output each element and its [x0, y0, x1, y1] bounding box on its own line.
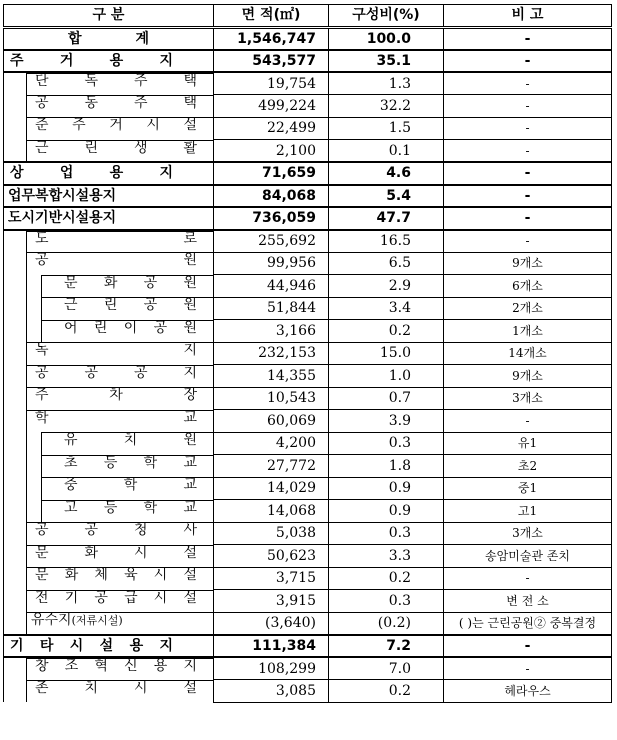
- label-char: 택: [183, 94, 197, 111]
- ratio-value: 16.5: [329, 230, 444, 253]
- note-value: 고1: [444, 500, 612, 523]
- note-value: 6개소: [444, 275, 612, 298]
- label-char: 교: [183, 477, 197, 493]
- row-label: [4, 50, 214, 73]
- label-char: 학: [123, 477, 138, 493]
- label-char: 용: [129, 637, 144, 654]
- row-label: [4, 207, 214, 230]
- ratio-value: 7.0: [329, 657, 444, 680]
- table-row: [4, 590, 612, 613]
- table-row: [4, 635, 612, 658]
- area-value: 19,754: [214, 72, 329, 95]
- label-char: 주: [10, 52, 24, 69]
- note-value: -: [444, 230, 612, 253]
- area-value: 14,355: [214, 365, 329, 388]
- label-char: 공: [153, 319, 168, 336]
- label-char: 원: [183, 252, 197, 268]
- row-label: [4, 72, 214, 95]
- area-value: 14,068: [214, 500, 329, 523]
- label-char: 조: [64, 658, 79, 674]
- note-value: -: [444, 50, 612, 73]
- note-value: -: [444, 635, 612, 658]
- row-label: [4, 95, 214, 118]
- note-value: 9개소: [444, 365, 612, 388]
- label-char: 준: [35, 117, 49, 133]
- label-char: 급: [124, 589, 138, 606]
- ratio-value: 6.5: [329, 252, 444, 275]
- label-char: 시: [133, 679, 148, 696]
- label-char: 공: [35, 252, 49, 268]
- row-label: [4, 500, 214, 523]
- row-label: [4, 297, 214, 320]
- area-value: (3,640): [214, 612, 329, 635]
- label-char: 린: [103, 297, 118, 313]
- row-label: [4, 545, 214, 568]
- note-value: 송암미술관 존치: [444, 545, 612, 568]
- label-char: 교: [183, 454, 197, 471]
- note-value: 변 전 소: [444, 590, 612, 613]
- label-text: 업무복합시설용지: [8, 187, 117, 204]
- label-char: 설: [183, 544, 197, 561]
- label-char: 주: [133, 94, 148, 111]
- ratio-value: 35.1: [329, 50, 444, 73]
- table-row: [4, 500, 612, 523]
- label-char: 고: [64, 499, 78, 516]
- area-value: 2,100: [214, 140, 329, 163]
- label-char: 용: [109, 52, 124, 69]
- area-value: 99,956: [214, 252, 329, 275]
- ratio-value: 7.2: [329, 635, 444, 658]
- label-char: 근: [35, 139, 49, 156]
- note-value: 유1: [444, 432, 612, 455]
- area-value: 84,068: [214, 185, 329, 208]
- label-char: 합: [68, 30, 82, 47]
- label-char: 거: [59, 52, 74, 69]
- label-char: 이: [123, 319, 138, 336]
- label-char: 사: [183, 522, 197, 538]
- table-row: [4, 432, 612, 455]
- table-row: [4, 477, 612, 500]
- row-label: [4, 252, 214, 275]
- row-label: [4, 275, 214, 298]
- ratio-value: 100.0: [329, 27, 444, 50]
- label-char: 원: [183, 432, 197, 448]
- header-row: [4, 5, 612, 28]
- label-char: 문: [35, 567, 49, 583]
- ratio-value: 0.2: [329, 680, 444, 703]
- table-row: [4, 50, 612, 73]
- label-char: 주: [35, 387, 49, 403]
- area-value: 232,153: [214, 342, 329, 365]
- label-char: 지: [183, 658, 197, 674]
- note-value: 9개소: [444, 252, 612, 275]
- label-char: 차: [109, 387, 123, 403]
- label-char: 지: [183, 342, 197, 358]
- ratio-value: 1.5: [329, 117, 444, 140]
- label-char: 녹: [35, 342, 49, 358]
- label-char: 공: [143, 274, 158, 291]
- note-value: -: [444, 140, 612, 163]
- label-char: 시: [153, 567, 168, 583]
- area-value: 3,915: [214, 590, 329, 613]
- note-value: -: [444, 27, 612, 50]
- label-char: 화: [84, 544, 99, 561]
- label-char: 육: [124, 567, 138, 583]
- table-row: [4, 207, 612, 230]
- ratio-value: 0.2: [329, 567, 444, 590]
- row-label: [4, 117, 214, 140]
- table-row: [4, 297, 612, 320]
- label-char: 원: [183, 297, 197, 313]
- label-char: 공: [84, 364, 99, 381]
- label-char: 학: [35, 409, 49, 426]
- header-note: 비 고: [444, 5, 612, 28]
- ratio-value: 0.3: [329, 522, 444, 545]
- note-value: 2개소: [444, 297, 612, 320]
- area-value: 4,200: [214, 432, 329, 455]
- label-char: 기: [64, 589, 79, 606]
- label-text: 도시기반시설용지: [8, 210, 117, 227]
- note-value: -: [444, 410, 612, 433]
- table-row: [4, 567, 612, 590]
- label-char: 공: [35, 364, 49, 381]
- note-value: 1개소: [444, 320, 612, 343]
- row-label: [4, 567, 214, 590]
- label-char: 지: [159, 52, 173, 69]
- label-char: 용: [153, 658, 168, 674]
- ratio-value: 3.4: [329, 297, 444, 320]
- area-value: 50,623: [214, 545, 329, 568]
- table-row: [4, 162, 612, 185]
- ratio-value: 4.6: [329, 162, 444, 185]
- row-label: [4, 140, 214, 163]
- area-value: 111,384: [214, 635, 329, 658]
- area-value: 108,299: [214, 657, 329, 680]
- label-char: 계: [135, 30, 149, 47]
- label-char: 존: [35, 679, 49, 696]
- label-char: 린: [93, 319, 108, 336]
- table-row: [4, 275, 612, 298]
- note-value: -: [444, 72, 612, 95]
- label-char: 독: [84, 73, 99, 89]
- label-char: 지: [183, 364, 197, 381]
- row-label: [4, 680, 214, 703]
- note-value: ( )는 근린공원② 중복결정: [444, 612, 612, 635]
- table-row: [4, 387, 612, 410]
- table-row: [4, 117, 612, 140]
- area-value: 10,543: [214, 387, 329, 410]
- label-char: 시: [133, 544, 148, 561]
- ratio-value: 0.1: [329, 140, 444, 163]
- area-value: 44,946: [214, 275, 329, 298]
- label-char: 교: [183, 499, 197, 516]
- area-value: 3,166: [214, 320, 329, 343]
- ratio-value: 0.9: [329, 500, 444, 523]
- label-char: 공: [94, 589, 108, 606]
- ratio-value: 1.0: [329, 365, 444, 388]
- ratio-value: 3.3: [329, 545, 444, 568]
- row-label: [4, 387, 214, 410]
- label-char: 혁: [94, 658, 108, 674]
- land-use-table: [3, 4, 612, 703]
- table-row: [4, 680, 612, 703]
- area-value: 543,577: [214, 50, 329, 73]
- label-char: 공: [133, 364, 148, 381]
- label-char: 유: [64, 432, 78, 448]
- note-value: -: [444, 657, 612, 680]
- label-char: 화: [103, 274, 118, 291]
- label-char: 공: [84, 522, 99, 538]
- label-char: 공: [35, 94, 49, 111]
- row-label: [4, 342, 214, 365]
- label-char: 청: [133, 522, 148, 538]
- label-subtext: (저류시설): [71, 614, 123, 627]
- area-value: 51,844: [214, 297, 329, 320]
- label-char: 거: [109, 117, 123, 133]
- label-char: 활: [183, 139, 197, 156]
- ratio-value: 0.3: [329, 590, 444, 613]
- label-char: 상: [10, 165, 24, 182]
- label-char: 택: [183, 73, 197, 89]
- label-char: 원: [183, 274, 197, 291]
- note-value: 초2: [444, 455, 612, 478]
- note-value: -: [444, 117, 612, 140]
- table-row: [4, 455, 612, 478]
- label-char: 도: [35, 230, 49, 247]
- note-value: 헤라우스: [444, 680, 612, 703]
- label-char: 로: [183, 230, 197, 247]
- label-char: 지: [159, 637, 173, 654]
- ratio-value: 0.2: [329, 320, 444, 343]
- ratio-value: 32.2: [329, 95, 444, 118]
- note-value: -: [444, 95, 612, 118]
- label-char: 린: [84, 139, 99, 156]
- ratio-value: 15.0: [329, 342, 444, 365]
- label-char: 시: [153, 589, 168, 606]
- ratio-value: 5.4: [329, 185, 444, 208]
- note-value: -: [444, 185, 612, 208]
- ratio-value: (0.2): [329, 612, 444, 635]
- label-char: 학: [143, 499, 158, 516]
- label-char: 치: [123, 432, 138, 448]
- table-row: [4, 252, 612, 275]
- label-char: 주: [72, 117, 86, 133]
- area-value: 5,038: [214, 522, 329, 545]
- table-row: [4, 27, 612, 50]
- ratio-value: 0.3: [329, 432, 444, 455]
- row-label: [4, 522, 214, 545]
- table-row: [4, 612, 612, 635]
- label-char: 타: [39, 637, 54, 654]
- label-char: 등: [103, 499, 118, 516]
- label-char: 문: [64, 274, 78, 291]
- label-char: 설: [183, 117, 197, 133]
- row-label: [4, 590, 214, 613]
- area-value: 14,029: [214, 477, 329, 500]
- label-char: 전: [35, 589, 49, 606]
- ratio-value: 0.9: [329, 477, 444, 500]
- row-label: [4, 455, 214, 478]
- ratio-value: 1.3: [329, 72, 444, 95]
- table-row: [4, 545, 612, 568]
- ratio-value: 0.7: [329, 387, 444, 410]
- ratio-value: 47.7: [329, 207, 444, 230]
- row-label: [4, 477, 214, 500]
- table-row: [4, 72, 612, 95]
- label-char: 신: [124, 658, 138, 674]
- row-label: [4, 635, 214, 658]
- label-char: 문: [35, 544, 49, 561]
- area-value: 60,069: [214, 410, 329, 433]
- table-row: [4, 365, 612, 388]
- note-value: 14개소: [444, 342, 612, 365]
- row-label: [4, 365, 214, 388]
- label-char: 중: [64, 477, 78, 493]
- row-label: [4, 410, 214, 433]
- label-char: 화: [64, 567, 79, 583]
- label-char: 초: [64, 454, 78, 471]
- label-char: 설: [99, 637, 114, 654]
- row-label: [4, 185, 214, 208]
- note-value: 3개소: [444, 522, 612, 545]
- label-char: 공: [35, 522, 49, 538]
- area-value: 499,224: [214, 95, 329, 118]
- note-value: -: [444, 567, 612, 590]
- label-char: 설: [183, 679, 197, 696]
- header-ratio: 구성비(%): [329, 5, 444, 28]
- table-row: [4, 95, 612, 118]
- table-row: [4, 410, 612, 433]
- area-value: 3,085: [214, 680, 329, 703]
- label-text: 유수지: [31, 612, 72, 628]
- table-row: [4, 342, 612, 365]
- label-char: 지: [159, 165, 173, 182]
- row-label: [4, 432, 214, 455]
- area-value: 736,059: [214, 207, 329, 230]
- row-label: [4, 230, 214, 253]
- note-value: 3개소: [444, 387, 612, 410]
- area-value: 255,692: [214, 230, 329, 253]
- ratio-value: 2.9: [329, 275, 444, 298]
- label-char: 원: [183, 319, 197, 336]
- table-body: [4, 5, 612, 703]
- label-char: 어: [64, 319, 78, 336]
- label-char: 기: [10, 637, 24, 654]
- row-label: [4, 27, 214, 50]
- label-char: 등: [103, 454, 118, 471]
- note-value: -: [444, 162, 612, 185]
- row-label: [4, 162, 214, 185]
- area-value: 3,715: [214, 567, 329, 590]
- label-char: 주: [133, 73, 148, 89]
- label-char: 설: [183, 589, 197, 606]
- table-row: [4, 522, 612, 545]
- header-area: 면 적(㎡): [214, 5, 329, 28]
- label-char: 근: [64, 297, 78, 313]
- ratio-value: 1.8: [329, 455, 444, 478]
- label-char: 교: [183, 409, 197, 426]
- area-value: 71,659: [214, 162, 329, 185]
- table-row: [4, 320, 612, 343]
- header-division: 구 분: [4, 5, 214, 28]
- label-char: 치: [84, 679, 99, 696]
- label-char: 장: [183, 387, 197, 403]
- label-char: 동: [84, 94, 99, 111]
- area-value: 1,546,747: [214, 27, 329, 50]
- label-char: 시: [146, 117, 160, 133]
- label-char: 학: [143, 454, 158, 471]
- table-row: [4, 657, 612, 680]
- label-char: 용: [109, 165, 124, 182]
- table-row: [4, 185, 612, 208]
- label-char: 공: [143, 297, 158, 313]
- label-char: 설: [183, 567, 197, 583]
- row-label: [4, 320, 214, 343]
- table-row: [4, 230, 612, 253]
- label-char: 생: [133, 139, 148, 156]
- label-char: 업: [59, 165, 74, 182]
- area-value: 27,772: [214, 455, 329, 478]
- label-char: 체: [94, 567, 108, 583]
- table-row: [4, 140, 612, 163]
- row-label: [4, 657, 214, 680]
- ratio-value: 3.9: [329, 410, 444, 433]
- note-value: -: [444, 207, 612, 230]
- label-char: 시: [69, 637, 84, 654]
- label-char: 단: [35, 73, 49, 89]
- label-char: 창: [35, 658, 49, 674]
- row-label: [4, 612, 214, 635]
- area-value: 22,499: [214, 117, 329, 140]
- note-value: 중1: [444, 477, 612, 500]
